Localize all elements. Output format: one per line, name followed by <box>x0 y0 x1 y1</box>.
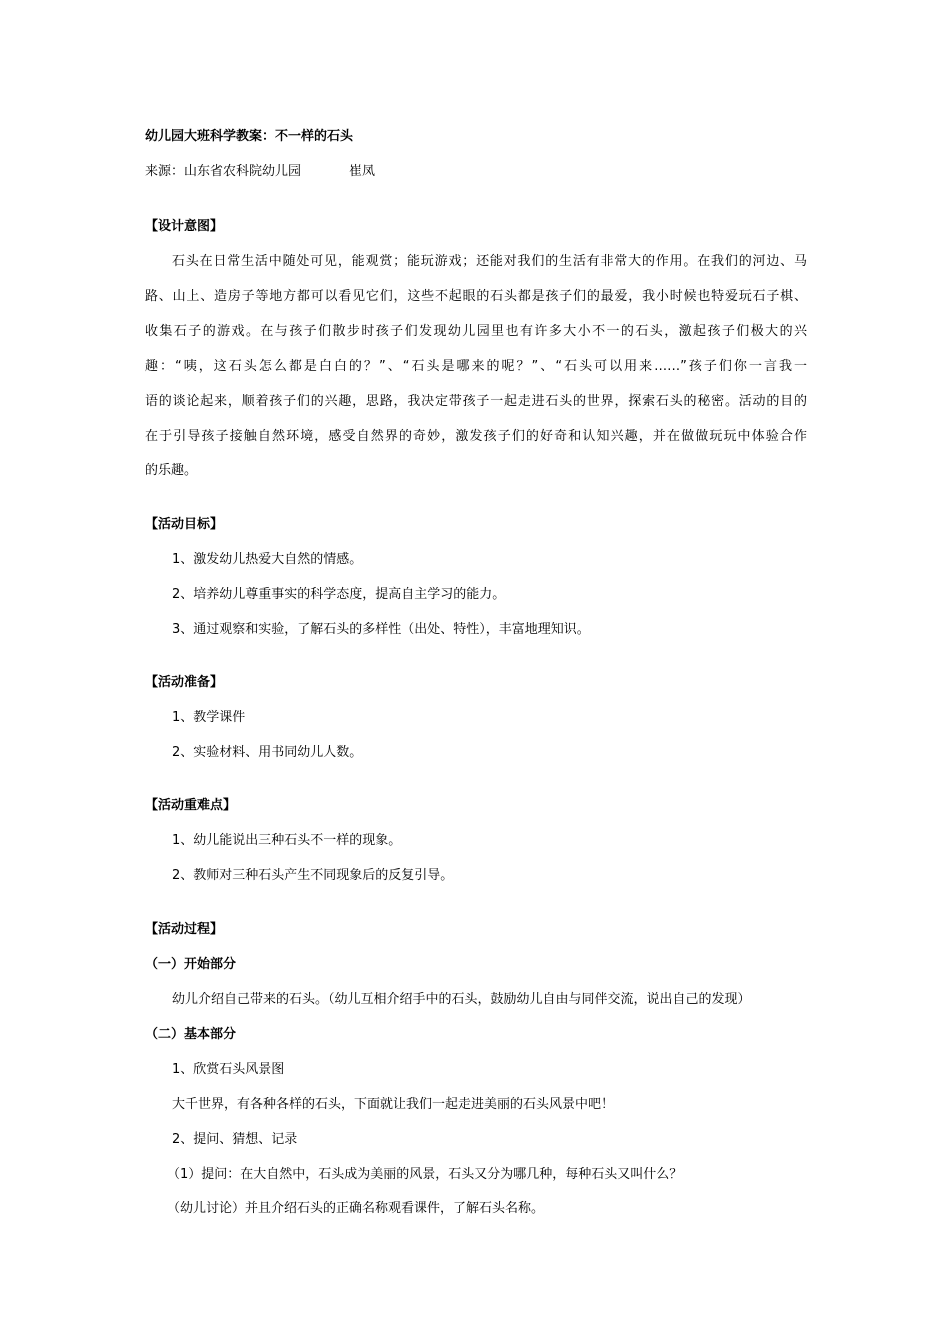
key-points-heading: 【活动重难点】 <box>145 798 237 813</box>
part2-line: 1、欣赏石头风景图 <box>172 1062 285 1077</box>
design-intent-heading: 【设计意图】 <box>145 219 224 234</box>
goal-item: 2、培养幼儿尊重事实的科学态度，提高自主学习的能力。 <box>172 587 506 602</box>
source-line <box>145 162 375 182</box>
part2-line: （幼儿讨论）并且介绍石头的正确名称观看课件，了解石头名称。 <box>167 1201 545 1216</box>
prep-item: 1、教学课件 <box>172 710 246 725</box>
part2-line: 2、提问、猜想、记录 <box>172 1132 298 1147</box>
source-author: 崔凤 <box>349 164 376 179</box>
key-point-item: 2、教师对三种石头产生不同现象后的反复引导。 <box>172 868 454 883</box>
design-intent-line: 语的谈论起来，顺着孩子们的兴趣，思路，我决定带孩子一起走进石头的世界，探索石头的秘密。活动的目的 <box>145 394 807 409</box>
design-intent-line: 路、山上、造房子等地方都可以看见它们，这些不起眼的石头都是孩子们的最爱，我小时候也特爱玩石子棋、 <box>145 289 807 304</box>
part2-line: （1）提问：在大自然中，石头成为美丽的风景，石头又分为哪几种，每种石头又叫什么？ <box>167 1167 683 1182</box>
goal-item: 3、通过观察和实验，了解石头的多样性（出处、特性），丰富地理知识。 <box>172 622 590 637</box>
key-point-item: 1、幼儿能说出三种石头不一样的现象。 <box>172 833 402 848</box>
goals-heading: 【活动目标】 <box>145 517 224 532</box>
goal-item: 1、激发幼儿热爱大自然的情感。 <box>172 552 363 567</box>
source-label: 来源：山东省农科院幼儿园 <box>145 164 302 179</box>
part1-text: 幼儿介绍自己带来的石头。（幼儿互相介绍手中的石头，鼓励幼儿自由与同伴交流，说出自己的发现） <box>172 992 751 1007</box>
part2-heading: （二）基本部分 <box>145 1027 237 1042</box>
design-intent-line: 的乐趣。 <box>145 463 198 478</box>
part1-heading: （一）开始部分 <box>145 957 237 972</box>
design-intent-line: 石头在日常生活中随处可见，能观赏；能玩游戏；还能对我们的生活有非常大的作用。在我们的河边、马 <box>172 254 807 269</box>
design-intent-line: 在于引导孩子接触自然环境，感受自然界的奇妙，激发孩子们的好奇和认知兴趣，并在做做玩玩中体验合作 <box>145 429 807 444</box>
prep-heading: 【活动准备】 <box>145 675 224 690</box>
prep-item: 2、实验材料、用书同幼儿人数。 <box>172 745 363 760</box>
part2-line: 大千世界，有各种各样的石头，下面就让我们一起走进美丽的石头风景中吧！ <box>172 1097 615 1112</box>
document-title: 幼儿园大班科学教案：不一样的石头 <box>145 129 354 144</box>
design-intent-line: 收集石子的游戏。在与孩子们散步时孩子们发现幼儿园里也有许多大小不一的石头，激起孩子们极大的兴 <box>145 324 807 339</box>
design-intent-line: 趣：“咦，这石头怎么都是白白的？”、“石头是哪来的呢？”、“石头可以用来……”孩子们你一言我一 <box>145 359 807 374</box>
process-heading: 【活动过程】 <box>145 922 224 937</box>
